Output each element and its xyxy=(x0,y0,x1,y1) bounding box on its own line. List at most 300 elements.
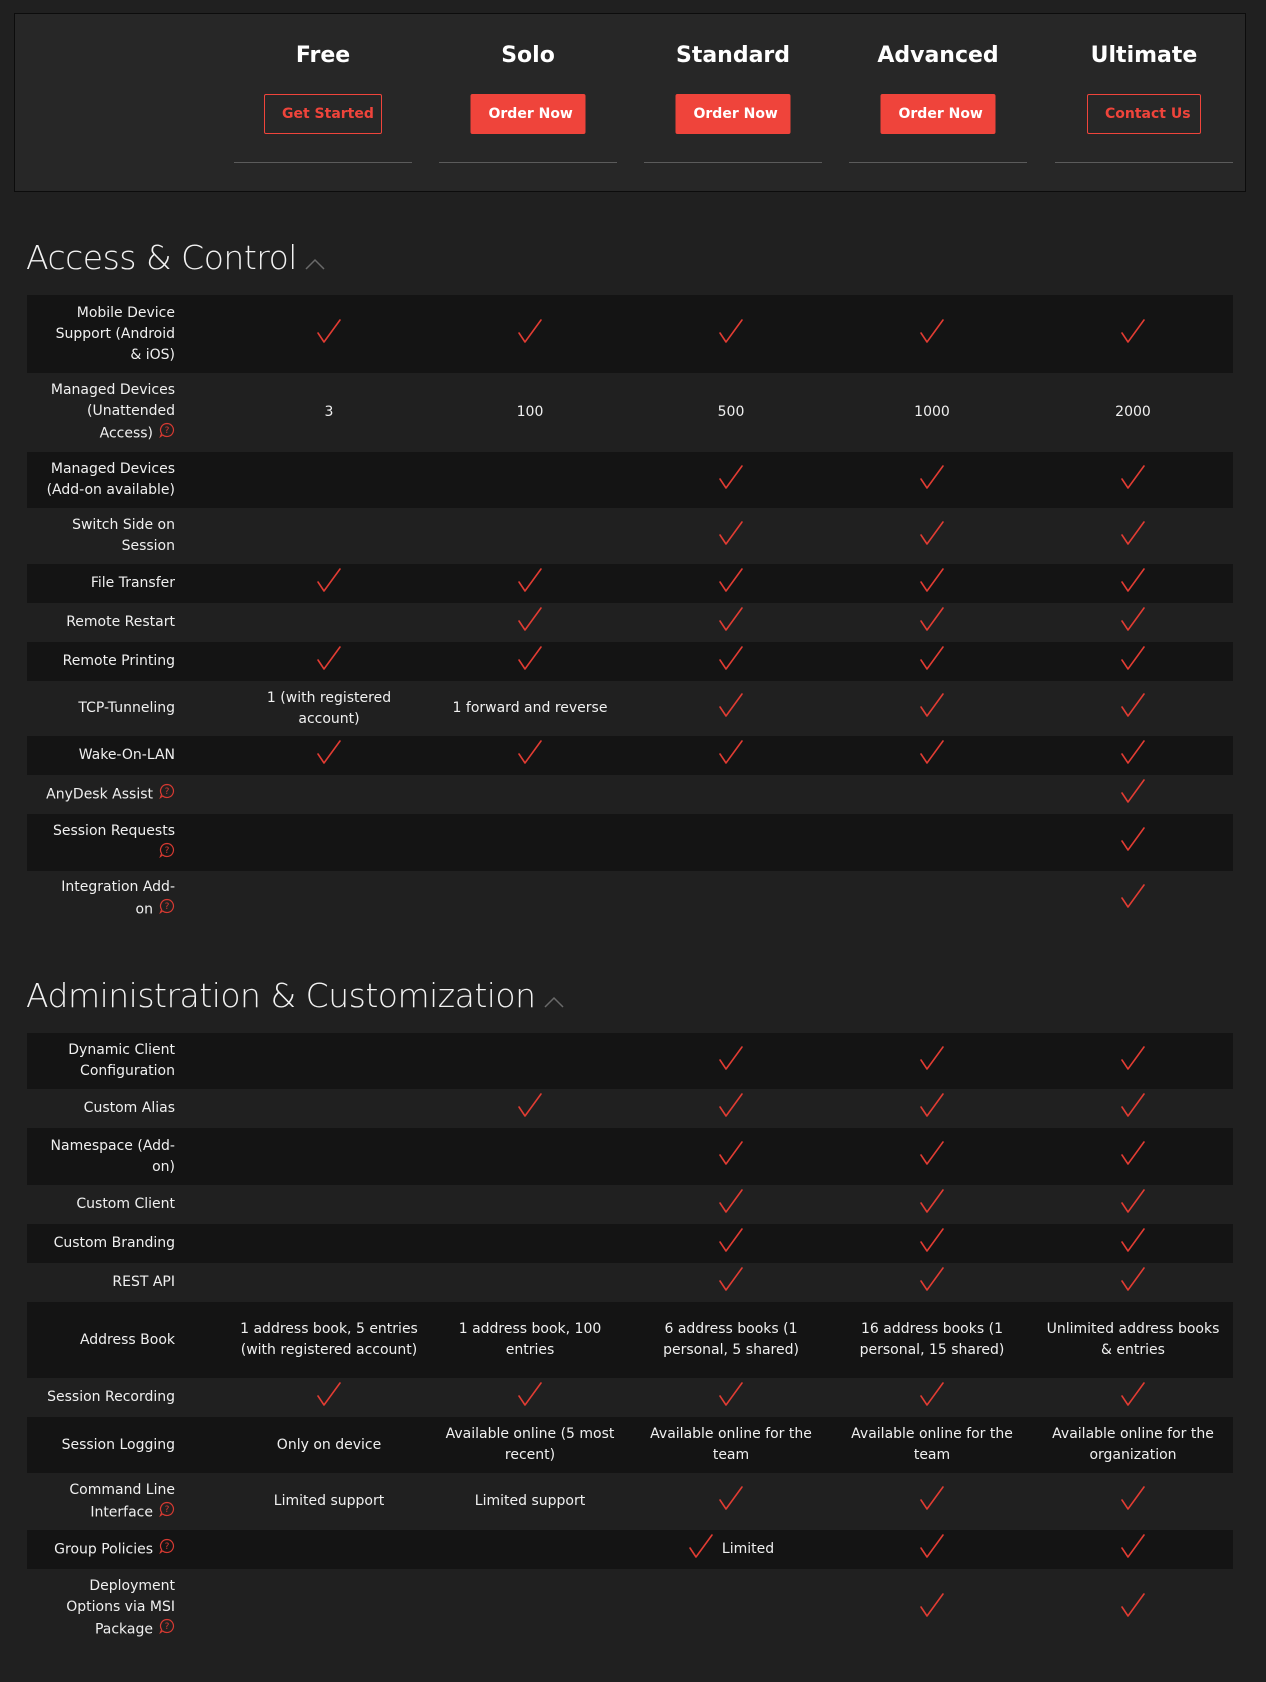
feature-label: Managed Devices (Add-on available) xyxy=(46,461,175,498)
feature-name xyxy=(27,1224,175,1263)
plan-cell-ultimate xyxy=(1038,1128,1228,1185)
plan-cell-advanced xyxy=(837,373,1027,452)
feature-row-anydesk-assist xyxy=(27,775,1233,814)
checkmark-icon xyxy=(1120,606,1146,639)
feature-label: Namespace (Add-on) xyxy=(50,1137,175,1175)
plan-cell-solo xyxy=(435,564,625,603)
plan-cell-standard xyxy=(636,681,826,736)
feature-row-custom-alias xyxy=(27,1089,1233,1128)
plan-cell-solo xyxy=(435,1263,625,1302)
checkmark-icon xyxy=(919,1140,945,1173)
feature-label: Session Requests xyxy=(52,822,175,839)
feature-label: Switch Side on Session xyxy=(72,517,175,554)
plan-cell-advanced xyxy=(837,452,1027,508)
feature-name xyxy=(27,295,175,373)
cell-note: Limited xyxy=(721,1541,775,1557)
cell-value: Limited support xyxy=(474,1493,586,1509)
checkmark-icon xyxy=(718,1485,744,1518)
checkmark-icon xyxy=(718,739,744,772)
plan-cell-standard xyxy=(636,814,826,871)
plan-cell-advanced xyxy=(837,1185,1027,1224)
plan-cell-ultimate xyxy=(1038,373,1228,452)
feature-label: AnyDesk Assist xyxy=(46,786,153,803)
plan-cell-solo xyxy=(435,373,625,452)
chevron-up-icon[interactable] xyxy=(544,978,564,1018)
plan-cell-standard xyxy=(636,564,826,603)
feature-row-rest-api xyxy=(27,1263,1233,1302)
checkmark-icon xyxy=(1120,520,1146,553)
cell-value: 1 (with registered account) xyxy=(266,689,392,727)
checkmark-icon xyxy=(1120,1485,1146,1518)
plan-cell-advanced xyxy=(837,642,1027,681)
plan-cell-free xyxy=(234,736,424,775)
checkmark-icon xyxy=(718,606,744,639)
plan-cell-ultimate xyxy=(1038,452,1228,508)
plan-cell-standard xyxy=(636,1128,826,1185)
feature-row-integration-add-on xyxy=(27,871,1233,927)
cell-value: 3 xyxy=(324,404,334,420)
plan-cell-ultimate xyxy=(1038,1185,1228,1224)
cell-value: 1 address book, 100 entries xyxy=(458,1321,602,1358)
plan-cell-ultimate xyxy=(1038,564,1228,603)
feature-row-file-transfer xyxy=(27,564,1233,603)
checkmark-icon xyxy=(919,1092,945,1125)
plan-cell-ultimate xyxy=(1038,1089,1228,1128)
plan-cell-solo xyxy=(435,1473,625,1530)
feature-row-tcp-tunneling xyxy=(27,681,1233,736)
plan-cell-free xyxy=(234,373,424,452)
checkmark-icon xyxy=(718,464,744,497)
plan-cell-advanced xyxy=(837,295,1027,373)
plan-cell-standard xyxy=(636,736,826,775)
plan-column-advanced xyxy=(849,14,1027,164)
plan-cell-free xyxy=(234,775,424,814)
plan-cell-free xyxy=(234,1378,424,1417)
plan-cell-free xyxy=(234,642,424,681)
chevron-up-icon[interactable] xyxy=(305,240,325,280)
feature-name xyxy=(27,736,175,775)
plan-cell-standard xyxy=(636,871,826,927)
plan-cell-solo xyxy=(435,736,625,775)
checkmark-icon xyxy=(1120,1266,1146,1299)
plan-cell-solo xyxy=(435,295,625,373)
feature-label: Wake-On-LAN xyxy=(78,747,175,763)
plan-cell-advanced xyxy=(837,736,1027,775)
feature-label: Session Logging xyxy=(61,1436,175,1453)
plan-cell-ultimate xyxy=(1038,775,1228,814)
svg-text:?: ? xyxy=(164,845,170,856)
svg-text:?: ? xyxy=(164,787,170,798)
plan-cell-advanced xyxy=(837,775,1027,814)
checkmark-icon xyxy=(1120,1381,1146,1414)
plan-divider xyxy=(1055,162,1233,163)
plan-cell-free xyxy=(234,1530,424,1569)
plan-cell-free xyxy=(234,1089,424,1128)
feature-name xyxy=(27,452,175,508)
plan-cell-free xyxy=(234,452,424,508)
plan-cell-ultimate xyxy=(1038,1302,1228,1378)
cell-value: 1 address book, 5 entries (with registered account) xyxy=(240,1321,418,1358)
feature-row-session-requests xyxy=(27,814,1233,871)
feature-name xyxy=(27,1302,175,1378)
plan-cell-solo xyxy=(435,1224,625,1263)
plan-cell-solo xyxy=(435,775,625,814)
section-title-administration-customization[interactable] xyxy=(26,976,564,1018)
info-tooltip-icon[interactable] xyxy=(159,898,175,921)
plan-cell-solo xyxy=(435,508,625,564)
plan-cell-standard xyxy=(636,775,826,814)
checkmark-icon xyxy=(1120,464,1146,497)
plan-cell-free xyxy=(234,1128,424,1185)
plan-cell-advanced xyxy=(837,681,1027,736)
plan-column-ultimate xyxy=(1055,14,1233,164)
checkmark-icon xyxy=(316,1381,342,1414)
plan-cell-solo xyxy=(435,1089,625,1128)
cell-value: 6 address books (1 personal, 5 shared) xyxy=(663,1321,799,1358)
plan-column-standard xyxy=(644,14,822,164)
plan-cell-solo xyxy=(435,814,625,871)
plan-cell-solo xyxy=(435,871,625,927)
plan-cell-advanced xyxy=(837,1569,1027,1647)
checkmark-icon xyxy=(316,645,342,678)
checkmark-icon xyxy=(718,1092,744,1125)
feature-row-address-book xyxy=(27,1302,1233,1378)
order-now-button[interactable]: Order Now xyxy=(471,94,586,134)
checkmark-icon xyxy=(517,645,543,678)
checkmark-icon xyxy=(919,1533,945,1566)
info-tooltip-icon[interactable] xyxy=(159,1538,175,1561)
info-tooltip-icon[interactable] xyxy=(159,783,175,806)
checkmark-icon xyxy=(919,318,945,351)
plan-cell-solo xyxy=(435,681,625,736)
checkmark-icon xyxy=(718,645,744,678)
feature-row-custom-branding xyxy=(27,1224,1233,1263)
svg-text:?: ? xyxy=(164,1542,170,1553)
plan-cell-standard xyxy=(636,1089,826,1128)
plan-cell-standard xyxy=(636,1417,826,1473)
checkmark-icon xyxy=(517,739,543,772)
plan-cell-advanced xyxy=(837,1417,1027,1473)
checkmark-icon xyxy=(919,645,945,678)
cell-value: Available online for the organization xyxy=(1052,1426,1214,1463)
feature-label: Remote Restart xyxy=(66,614,175,630)
plan-cell-standard xyxy=(636,603,826,642)
plan-cell-free xyxy=(234,295,424,373)
plan-cell-free xyxy=(234,508,424,564)
plan-name: Standard xyxy=(675,43,791,68)
section-title-access-control[interactable] xyxy=(26,238,325,280)
plan-cell-ultimate xyxy=(1038,603,1228,642)
plan-cell-advanced xyxy=(837,1530,1027,1569)
feature-label: Custom Alias xyxy=(83,1100,175,1116)
feature-name xyxy=(27,1033,175,1089)
plan-cell-ultimate xyxy=(1038,508,1228,564)
checkmark-icon xyxy=(1120,645,1146,678)
cell-value: 1000 xyxy=(914,404,950,420)
plan-name: Free xyxy=(295,43,351,68)
feature-label: TCP-Tunneling xyxy=(78,700,175,716)
feature-name xyxy=(27,814,175,871)
plan-divider xyxy=(234,162,412,163)
plan-cell-advanced xyxy=(837,1302,1027,1378)
plan-cell-standard xyxy=(636,1302,826,1378)
feature-name xyxy=(27,603,175,642)
plan-cell-free xyxy=(234,814,424,871)
feature-row-command-line-interface xyxy=(27,1473,1233,1530)
checkmark-icon xyxy=(1120,1140,1146,1173)
plan-cell-ultimate xyxy=(1038,1263,1228,1302)
feature-label: Mobile Device Support (Android & iOS) xyxy=(55,304,175,363)
feature-label: Command Line Interface xyxy=(69,1481,175,1520)
feature-row-wake-on-lan xyxy=(27,736,1233,775)
plan-cell-solo xyxy=(435,642,625,681)
plan-cell-free xyxy=(234,681,424,736)
checkmark-icon xyxy=(718,1188,744,1221)
checkmark-icon xyxy=(919,1266,945,1299)
checkmark-icon xyxy=(919,464,945,497)
svg-text:?: ? xyxy=(164,426,170,437)
checkmark-icon xyxy=(718,1045,744,1078)
plan-cell-free xyxy=(234,1417,424,1473)
cell-value: Limited support xyxy=(273,1493,385,1509)
plan-cell-advanced xyxy=(837,871,1027,927)
section-title-text: Access & Control xyxy=(26,238,297,277)
cell-value: 2000 xyxy=(1115,404,1151,420)
plan-cell-free xyxy=(234,1033,424,1089)
checkmark-icon xyxy=(919,1188,945,1221)
plan-cell-ultimate xyxy=(1038,1224,1228,1263)
plan-cell-ultimate xyxy=(1038,736,1228,775)
feature-name xyxy=(27,1185,175,1224)
checkmark-icon xyxy=(1120,1045,1146,1078)
plan-cell-standard xyxy=(636,1569,826,1647)
plan-cell-free xyxy=(234,1569,424,1647)
plan-divider xyxy=(439,162,617,163)
checkmark-icon xyxy=(919,1045,945,1078)
plan-cell-ultimate xyxy=(1038,814,1228,871)
checkmark-icon xyxy=(1120,826,1146,859)
checkmark-icon xyxy=(919,1592,945,1625)
plan-cell-free xyxy=(234,1224,424,1263)
cell-value: 500 xyxy=(717,404,745,420)
checkmark-icon xyxy=(919,1485,945,1518)
plan-cell-free xyxy=(234,1302,424,1378)
plan-cell-advanced xyxy=(837,814,1027,871)
plan-column-free xyxy=(234,14,412,164)
checkmark-icon xyxy=(517,318,543,351)
order-now-button[interactable]: Order Now xyxy=(676,94,791,134)
plan-name: Solo xyxy=(501,43,555,68)
plan-cell-ultimate xyxy=(1038,1417,1228,1473)
info-tooltip-icon[interactable] xyxy=(159,422,175,445)
feature-label: File Transfer xyxy=(90,575,175,591)
feature-name xyxy=(27,1089,175,1128)
plan-cell-solo xyxy=(435,603,625,642)
plan-cell-advanced xyxy=(837,1033,1027,1089)
plan-cell-free xyxy=(234,1263,424,1302)
feature-row-managed-devices-unattended-access xyxy=(27,373,1233,452)
info-tooltip-icon[interactable] xyxy=(159,1618,175,1641)
cell-value: 1 forward and reverse xyxy=(452,700,608,716)
plan-cell-solo xyxy=(435,1530,625,1569)
plan-cell-advanced xyxy=(837,508,1027,564)
checkmark-icon xyxy=(919,520,945,553)
checkmark-icon xyxy=(919,1381,945,1414)
plan-cell-ultimate xyxy=(1038,642,1228,681)
cell-value: Available online for the team xyxy=(650,1426,812,1463)
plan-cell-standard xyxy=(636,1263,826,1302)
plan-cell-standard xyxy=(636,373,826,452)
plan-cell-ultimate xyxy=(1038,681,1228,736)
checkmark-icon xyxy=(316,318,342,351)
feature-label: Group Policies xyxy=(54,1541,153,1558)
feature-row-mobile-device-support-android-ios xyxy=(27,295,1233,373)
plan-cell-ultimate xyxy=(1038,1033,1228,1089)
feature-name xyxy=(27,1473,175,1530)
plan-cell-advanced xyxy=(837,1378,1027,1417)
plan-cell-advanced xyxy=(837,603,1027,642)
feature-name xyxy=(27,642,175,681)
checkmark-icon xyxy=(718,692,744,725)
svg-text:?: ? xyxy=(164,1504,170,1515)
feature-row-namespace-add-on xyxy=(27,1128,1233,1185)
plan-cell-free xyxy=(234,564,424,603)
checkmark-icon xyxy=(688,1533,714,1566)
checkmark-icon xyxy=(316,739,342,772)
cell-value: Available online for the team xyxy=(851,1426,1013,1463)
feature-name xyxy=(27,508,175,564)
feature-name xyxy=(27,681,175,736)
feature-name xyxy=(27,871,175,927)
feature-row-remote-restart xyxy=(27,603,1233,642)
checkmark-icon xyxy=(718,318,744,351)
plan-cell-advanced xyxy=(837,564,1027,603)
checkmark-icon xyxy=(517,606,543,639)
plan-cell-solo xyxy=(435,1569,625,1647)
plan-divider xyxy=(644,162,822,163)
plan-column-solo xyxy=(439,14,617,164)
checkmark-icon xyxy=(1120,692,1146,725)
plan-cell-standard xyxy=(636,1033,826,1089)
plan-cell-ultimate xyxy=(1038,1473,1228,1530)
plan-cell-standard xyxy=(636,295,826,373)
checkmark-icon xyxy=(1120,318,1146,351)
feature-label: Custom Branding xyxy=(53,1235,175,1251)
plan-cell-standard xyxy=(636,642,826,681)
plan-cell-solo xyxy=(435,1185,625,1224)
checkmark-icon xyxy=(517,1381,543,1414)
feature-name xyxy=(27,1263,175,1302)
info-tooltip-icon[interactable] xyxy=(159,1501,175,1524)
feature-label: Custom Client xyxy=(76,1196,175,1212)
cell-value: 100 xyxy=(516,404,544,420)
section-title-text: Administration & Customization xyxy=(26,976,536,1015)
get-started-button[interactable]: Get Started xyxy=(264,94,382,134)
svg-text:?: ? xyxy=(164,1621,170,1632)
plan-cell-free xyxy=(234,1185,424,1224)
feature-name xyxy=(27,775,175,814)
checkmark-icon xyxy=(316,567,342,600)
cell-value: Available online (5 most recent) xyxy=(445,1426,615,1463)
checkmark-icon xyxy=(718,1140,744,1173)
cell-value: 16 address books (1 personal, 15 shared) xyxy=(859,1321,1005,1358)
feature-name xyxy=(27,1128,175,1185)
info-tooltip-icon[interactable] xyxy=(159,842,175,865)
feature-table-access-control xyxy=(27,295,1233,927)
plan-cell-standard xyxy=(636,1378,826,1417)
plan-cell-solo xyxy=(435,1033,625,1089)
checkmark-icon xyxy=(1120,778,1146,811)
plan-cell-advanced xyxy=(837,1473,1027,1530)
feature-row-deployment-options-via-msi-package xyxy=(27,1569,1233,1647)
feature-name xyxy=(27,1378,175,1417)
plan-cell-free xyxy=(234,871,424,927)
svg-text:?: ? xyxy=(164,902,170,913)
cell-value: Only on device xyxy=(276,1436,382,1453)
feature-name xyxy=(27,1417,175,1473)
checkmark-icon xyxy=(517,1092,543,1125)
feature-row-custom-client xyxy=(27,1185,1233,1224)
plan-cell-ultimate xyxy=(1038,1378,1228,1417)
checkmark-icon xyxy=(718,1266,744,1299)
plan-cell-standard xyxy=(636,1530,826,1569)
checkmark-icon xyxy=(718,567,744,600)
checkmark-icon xyxy=(517,567,543,600)
plan-cell-advanced xyxy=(837,1263,1027,1302)
plan-cell-ultimate xyxy=(1038,1569,1228,1647)
feature-row-switch-side-on-session xyxy=(27,508,1233,564)
plan-name: Ultimate xyxy=(1090,43,1198,68)
checkmark-icon xyxy=(718,1227,744,1260)
checkmark-icon xyxy=(1120,739,1146,772)
plan-cell-solo xyxy=(435,1302,625,1378)
plan-cell-solo xyxy=(435,452,625,508)
checkmark-icon xyxy=(919,567,945,600)
plan-cell-standard xyxy=(636,452,826,508)
feature-row-managed-devices-add-on-available xyxy=(27,452,1233,508)
feature-name xyxy=(27,1569,175,1647)
checkmark-icon xyxy=(1120,883,1146,916)
checkmark-icon xyxy=(1120,567,1146,600)
plan-cell-standard xyxy=(636,508,826,564)
checkmark-icon xyxy=(919,1227,945,1260)
feature-label: Integration Add-on xyxy=(61,879,175,918)
plan-cell-ultimate xyxy=(1038,1530,1228,1569)
plan-cell-ultimate xyxy=(1038,871,1228,927)
feature-row-session-logging xyxy=(27,1417,1233,1473)
contact-us-button[interactable]: Contact Us xyxy=(1087,94,1201,134)
feature-name xyxy=(27,564,175,603)
feature-row-group-policies xyxy=(27,1530,1233,1569)
plan-cell-solo xyxy=(435,1378,625,1417)
order-now-button[interactable]: Order Now xyxy=(881,94,996,134)
plan-cell-solo xyxy=(435,1417,625,1473)
plan-cell-free xyxy=(234,603,424,642)
feature-label: Deployment Options via MSI Package xyxy=(66,1577,175,1637)
feature-table-administration-customization xyxy=(27,1033,1233,1647)
checkmark-icon xyxy=(1120,1533,1146,1566)
checkmark-icon xyxy=(919,692,945,725)
checkmark-icon xyxy=(1120,1188,1146,1221)
plan-header xyxy=(14,13,1246,192)
feature-name xyxy=(27,373,175,452)
feature-label: REST API xyxy=(112,1274,175,1290)
feature-label: Address Book xyxy=(79,1331,175,1348)
feature-label: Dynamic Client Configuration xyxy=(68,1042,175,1079)
checkmark-icon xyxy=(919,739,945,772)
plan-cell-ultimate xyxy=(1038,295,1228,373)
plan-name: Advanced xyxy=(877,43,999,68)
